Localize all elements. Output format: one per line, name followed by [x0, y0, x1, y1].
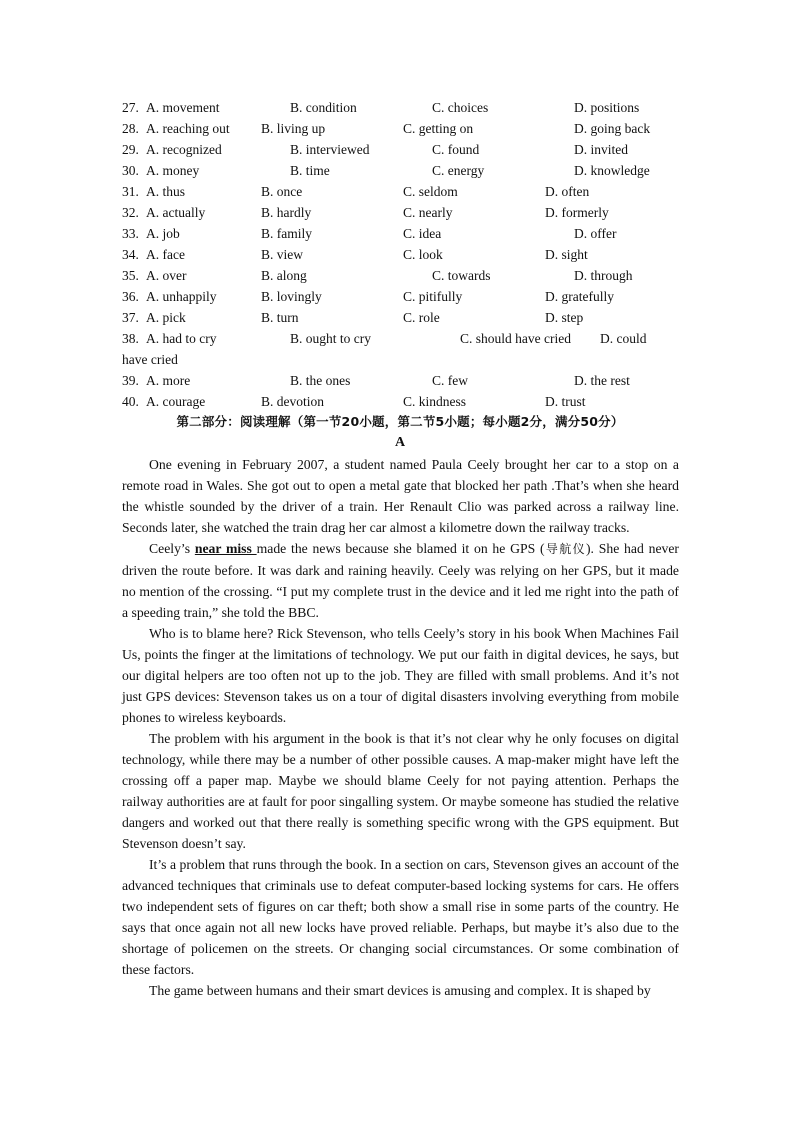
option-b: B. turn — [261, 310, 299, 325]
option-d: D. step — [545, 310, 584, 325]
option-d: D. formerly — [545, 205, 609, 220]
option-b: B. living up — [261, 121, 326, 136]
paragraph-1: One evening in February 2007, a student named Paula Ceely brought her car to a stop on a remote road in Wales. She got out to open a metal gate that blocked her path .That’s when she heard the whistle sounded by the driver of a train. Her Renault Clio was parked across a railway line. Seconds later, she watched the train drag her car almost a kilometre down the railway tracks. — [122, 457, 679, 535]
option-a: A. face — [146, 247, 185, 262]
option-c: C. pitifully — [403, 289, 463, 304]
option-a: A. job — [146, 226, 180, 241]
option-b: B. along — [261, 268, 307, 283]
option-c: C. idea — [403, 226, 442, 241]
option-b: B. lovingly — [261, 289, 322, 304]
option-b: B. condition — [290, 100, 357, 115]
question-row-34 — [122, 244, 682, 265]
option-a: A. over — [146, 268, 187, 283]
question-number: 38. — [122, 331, 139, 346]
option-b: B. ought to cry — [290, 331, 371, 346]
question-number: 31. — [122, 184, 139, 199]
option-a: A. recognized — [146, 142, 222, 157]
passage-label: A — [394, 435, 406, 450]
option-d: D. trust — [545, 394, 586, 409]
option-d: D. knowledge — [574, 163, 650, 178]
question-row-30 — [122, 160, 682, 181]
option-a: A. unhappily — [146, 289, 217, 304]
question-number: 34. — [122, 247, 139, 262]
question-row-33 — [122, 223, 682, 244]
cloze-options-list — [122, 97, 682, 412]
question-row-28 — [122, 118, 682, 139]
option-c: C. found — [432, 142, 480, 157]
question-number: 29. — [122, 142, 139, 157]
paragraph-5: It’s a problem that runs through the book. In a section on cars, Stevenson gives an account of the advanced techniques that criminals use to defeat computer-based locking systems for cars. He offers two independent sets of figures on car theft; both show a small rise in some parts of the country. He says that once again not all new locks have proved reliable. Perhaps, but maybe it’s also due to the shortage of policemen on the streets. Or changing social circumstances. Or some combination of these factors. — [122, 857, 679, 977]
option-a: A. courage — [146, 394, 206, 409]
option-d: D. sight — [545, 247, 588, 262]
option-b: B. view — [261, 247, 303, 262]
question-row-31 — [122, 181, 682, 202]
option-b: B. hardly — [261, 205, 312, 220]
option-d: D. the rest — [574, 373, 630, 388]
paragraph-2-text: Ceely’s — [149, 541, 195, 556]
option-c: C. nearly — [403, 205, 453, 220]
paragraph-4: The problem with his argument in the book is that it’s not clear why he only focuses on digital technology, while there may be a number of other possible causes. A map-maker might have left the crossing off a paper map. Maybe we should blame Ceely for not paying attention. Perhaps the railway authorities are at fault for poor singalling system. Or maybe someone has studied the relative dangers and worked out that there really is something specific wrong with the GPS equipment. But Stevenson doesn’t say. — [122, 731, 679, 851]
question-number: 30. — [122, 163, 139, 178]
question-number: 40. — [122, 394, 139, 409]
option-c: C. choices — [432, 100, 489, 115]
option-d: D. positions — [574, 100, 640, 115]
option-c: C. role — [403, 310, 440, 325]
option-a: A. had to cry — [146, 331, 217, 346]
question-row-27 — [122, 97, 682, 118]
option-d: D. offer — [574, 226, 617, 241]
paragraph-2 — [122, 538, 679, 623]
question-row-40 — [122, 391, 682, 412]
paragraph-3: Who is to blame here? Rick Stevenson, who tells Ceely’s story in his book When Machines Fail Us, points the finger at the limitations of technology. We put our faith in digital devices, he says, but our digital helpers are too often not up to the job. They are filled with small problems. And it’s not just GPS devices: Stevenson takes us on a tour of digital disasters involving everything from mobile phones to wireless keyboards. — [122, 626, 679, 725]
paragraph-2-text: made the news because she blamed it on he GPS ( — [256, 541, 545, 556]
option-d-continued: have cried — [122, 352, 178, 367]
question-number: 27. — [122, 100, 139, 115]
option-d: D. could — [600, 331, 647, 346]
question-number: 33. — [122, 226, 139, 241]
option-c: C. kindness — [403, 394, 467, 409]
question-number: 39. — [122, 373, 139, 388]
question-number: 37. — [122, 310, 139, 325]
question-number: 28. — [122, 121, 139, 136]
option-a: A. pick — [146, 310, 186, 325]
paragraph-6: The game between humans and their smart devices is amusing and complex. It is shaped by — [149, 983, 651, 998]
option-b: B. devotion — [261, 394, 324, 409]
chinese-gloss: 导航仪 — [544, 542, 586, 556]
section-heading: 第二部分：阅读理解（第一节20小题，第二节5小题；每小题2分，满分50分） — [176, 414, 624, 429]
paragraph-2-text: ). She had never driven the route before. It was dark and raining heavily. Ceely was relying on her GPS, but it made no mention of the crossing. “I put my complete trust in the device and it led me right into the path of a speeding train,” she told the BBC. — [122, 541, 679, 620]
option-a: A. reaching out — [146, 121, 230, 136]
option-b: B. the ones — [290, 373, 351, 388]
option-a: A. more — [146, 373, 191, 388]
option-d: D. gratefully — [545, 289, 614, 304]
option-c: C. few — [432, 373, 468, 388]
question-row-39 — [122, 370, 682, 391]
option-a: A. thus — [146, 184, 186, 199]
option-b: B. time — [290, 163, 330, 178]
option-a: A. money — [146, 163, 200, 178]
question-row-38 — [122, 328, 682, 370]
option-d: D. invited — [574, 142, 628, 157]
question-row-36 — [122, 286, 682, 307]
option-d: D. often — [545, 184, 590, 199]
option-a: A. actually — [146, 205, 206, 220]
option-b: B. interviewed — [290, 142, 370, 157]
question-row-29 — [122, 139, 682, 160]
question-row-37 — [122, 307, 682, 328]
option-c: C. should have cried — [460, 331, 571, 346]
reading-passage — [122, 454, 679, 1001]
question-number: 36. — [122, 289, 139, 304]
option-c: C. energy — [432, 163, 485, 178]
question-number: 32. — [122, 205, 139, 220]
option-a: A. movement — [146, 100, 220, 115]
highlighted-term: near miss — [194, 541, 257, 556]
question-row-32 — [122, 202, 682, 223]
option-c: C. getting on — [403, 121, 474, 136]
option-c: C. seldom — [403, 184, 458, 199]
option-d: D. through — [574, 268, 633, 283]
question-number: 35. — [122, 268, 139, 283]
option-b: B. once — [261, 184, 303, 199]
question-row-35 — [122, 265, 682, 286]
option-c: C. look — [403, 247, 443, 262]
option-d: D. going back — [574, 121, 651, 136]
option-b: B. family — [261, 226, 312, 241]
option-c: C. towards — [432, 268, 491, 283]
